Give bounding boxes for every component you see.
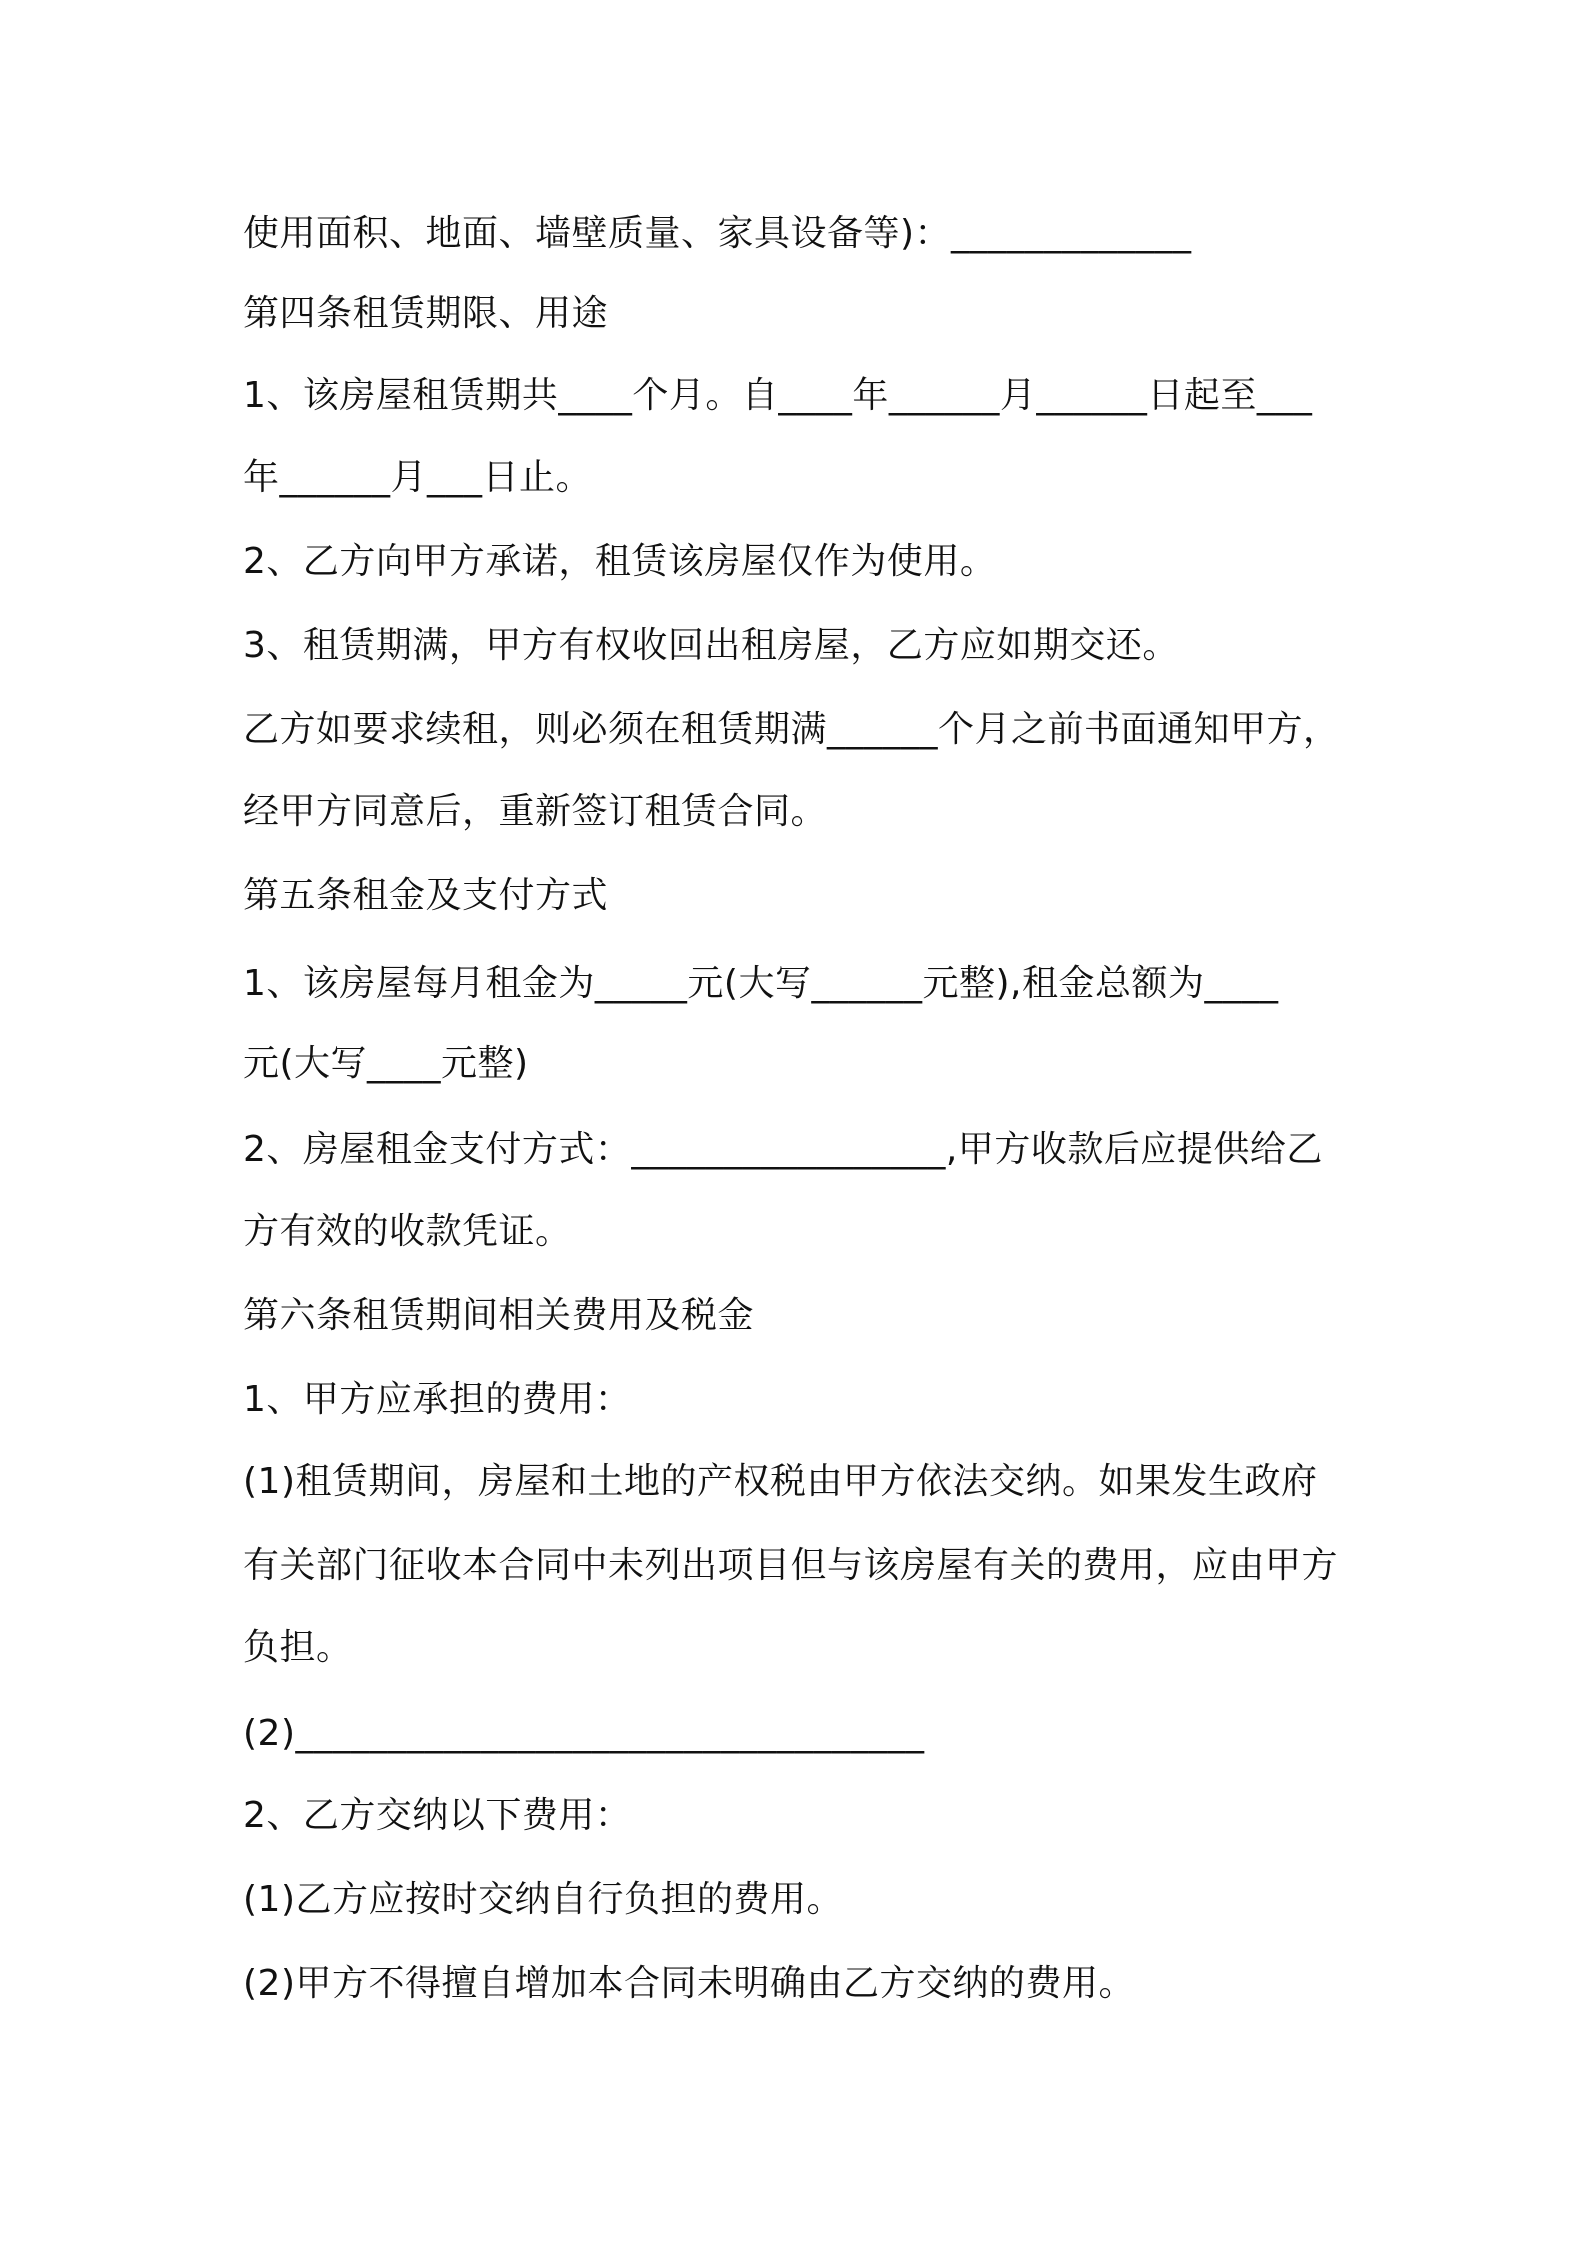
- section-heading: 第四条租赁期限、用途: [243, 293, 609, 334]
- text-line: 1、该房屋租赁期共____个月。自____年______月______日起至___: [243, 375, 1313, 416]
- text-line: 2、乙方向甲方承诺，租赁该房屋仅作为使用。: [243, 541, 997, 582]
- text-line: 年______月___日止。: [243, 457, 593, 498]
- text-line: 使用面积、地面、墙壁质量、家具设备等)：_____________: [243, 213, 1192, 254]
- text-line: (1)租赁期间，房屋和土地的产权税由甲方依法交纳。如果发生政府: [243, 1461, 1318, 1502]
- text-line: 有关部门征收本合同中未列出项目但与该房屋有关的费用，应由甲方: [243, 1545, 1339, 1586]
- text-line: 2、房屋租金支付方式：_________________,甲方收款后应提供给乙: [243, 1129, 1323, 1170]
- text-line: 经甲方同意后，重新签订租赁合同。: [243, 791, 828, 832]
- text-line: 元(大写____元整): [243, 1043, 529, 1084]
- text-line: (2)甲方不得擅自增加本合同未明确由乙方交纳的费用。: [243, 1963, 1135, 2004]
- text-line: 2、乙方交纳以下费用：: [243, 1795, 632, 1836]
- section-heading: 第六条租赁期间相关费用及税金: [243, 1295, 755, 1336]
- text-line: 方有效的收款凭证。: [243, 1211, 572, 1252]
- section-heading: 第五条租金及支付方式: [243, 875, 609, 916]
- text-line: (1)乙方应按时交纳自行负担的费用。: [243, 1879, 843, 1920]
- text-line: 负担。: [243, 1627, 353, 1668]
- text-line: 3、租赁期满，甲方有权收回出租房屋，乙方应如期交还。: [243, 625, 1179, 666]
- text-line: 乙方如要求续租，则必须在租赁期满______个月之前书面通知甲方，: [243, 709, 1340, 750]
- text-line: 1、甲方应承担的费用：: [243, 1379, 632, 1420]
- text-line: 1、该房屋每月租金为_____元(大写______元整),租金总额为____: [243, 963, 1279, 1004]
- text-line: (2)__________________________________: [243, 1713, 925, 1754]
